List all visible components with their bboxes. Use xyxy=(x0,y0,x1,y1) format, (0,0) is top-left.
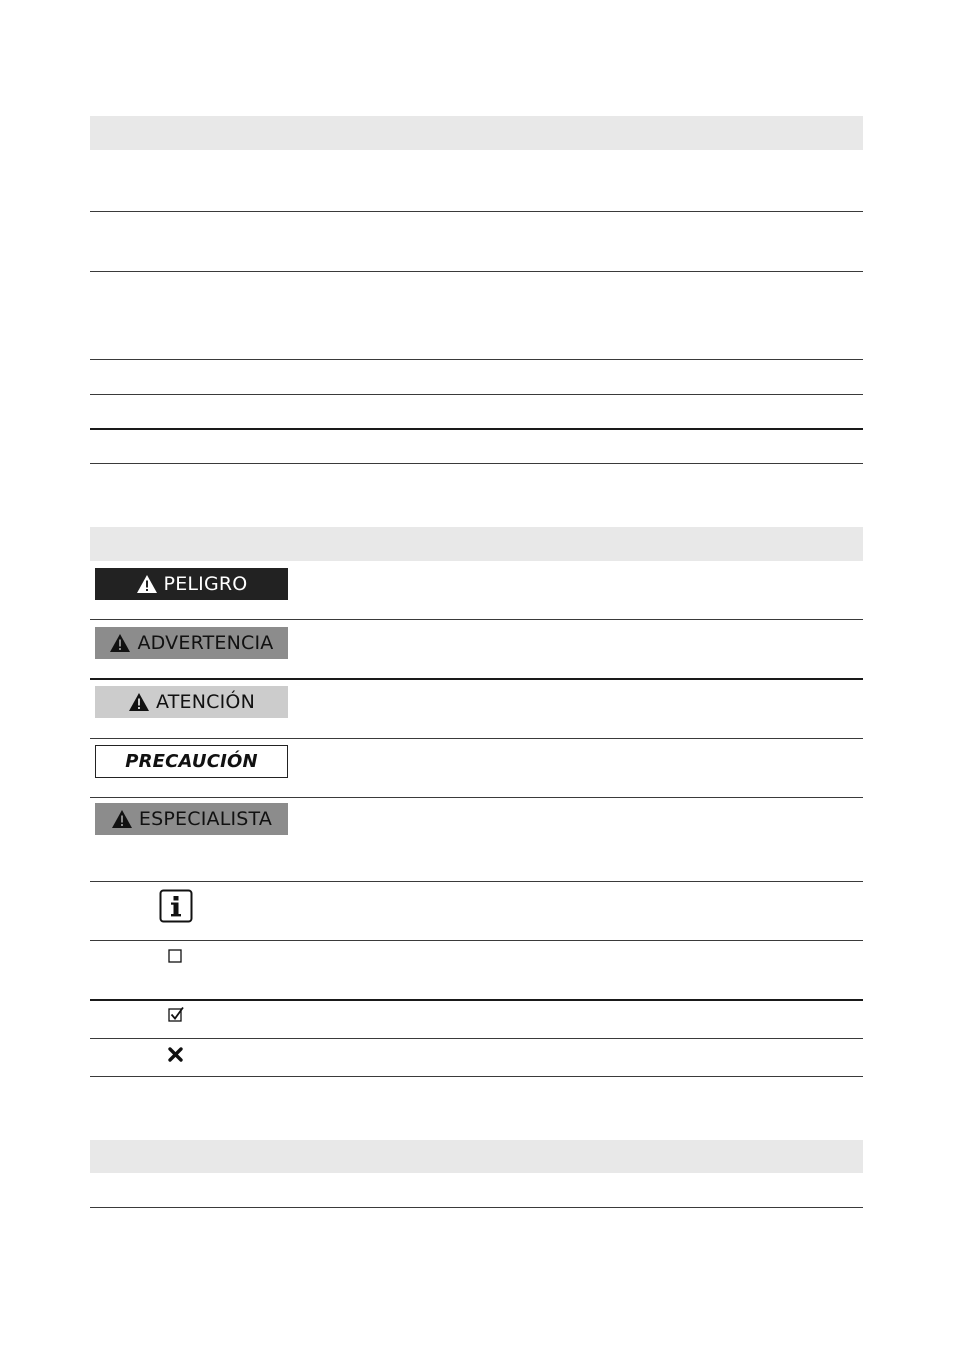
table-rule xyxy=(90,211,863,212)
warning-label: ADVERTENCIA xyxy=(137,632,274,654)
notice-label: PRECAUCIÓN xyxy=(125,751,258,772)
table-rule xyxy=(90,1076,863,1077)
danger-label: PELIGRO xyxy=(163,573,248,595)
warning-triangle-icon xyxy=(109,633,131,653)
table-header-band-2 xyxy=(90,527,863,561)
caution-signal-badge xyxy=(95,686,288,718)
notice-signal-badge xyxy=(95,745,288,778)
table-rule xyxy=(90,881,863,882)
table-rule xyxy=(90,678,863,680)
checkbox-checked-icon xyxy=(168,1006,186,1024)
info-icon xyxy=(159,889,193,923)
table-header-band-1 xyxy=(90,116,863,150)
table-rule xyxy=(90,619,863,620)
table-rule xyxy=(90,999,863,1001)
warning-triangle-icon xyxy=(111,809,133,829)
table-rule xyxy=(90,359,863,360)
table-rule xyxy=(90,394,863,395)
table-rule xyxy=(90,738,863,739)
table-rule xyxy=(90,271,863,272)
table-rule xyxy=(90,1038,863,1039)
table-rule xyxy=(90,940,863,941)
danger-signal-badge xyxy=(95,568,288,600)
table-rule xyxy=(90,1207,863,1208)
warning-signal-badge xyxy=(95,627,288,659)
table-header-band-3 xyxy=(90,1140,863,1173)
table-rule xyxy=(90,428,863,430)
table-rule xyxy=(90,463,863,464)
warning-triangle-icon xyxy=(128,692,150,712)
x-mark-icon xyxy=(167,1046,184,1063)
specialist-signal-badge xyxy=(95,803,288,835)
specialist-label: ESPECIALISTA xyxy=(138,808,273,830)
table-rule xyxy=(90,797,863,798)
checkbox-empty-icon xyxy=(168,949,183,964)
caution-label: ATENCIÓN xyxy=(156,691,255,713)
warning-triangle-icon xyxy=(136,574,158,594)
